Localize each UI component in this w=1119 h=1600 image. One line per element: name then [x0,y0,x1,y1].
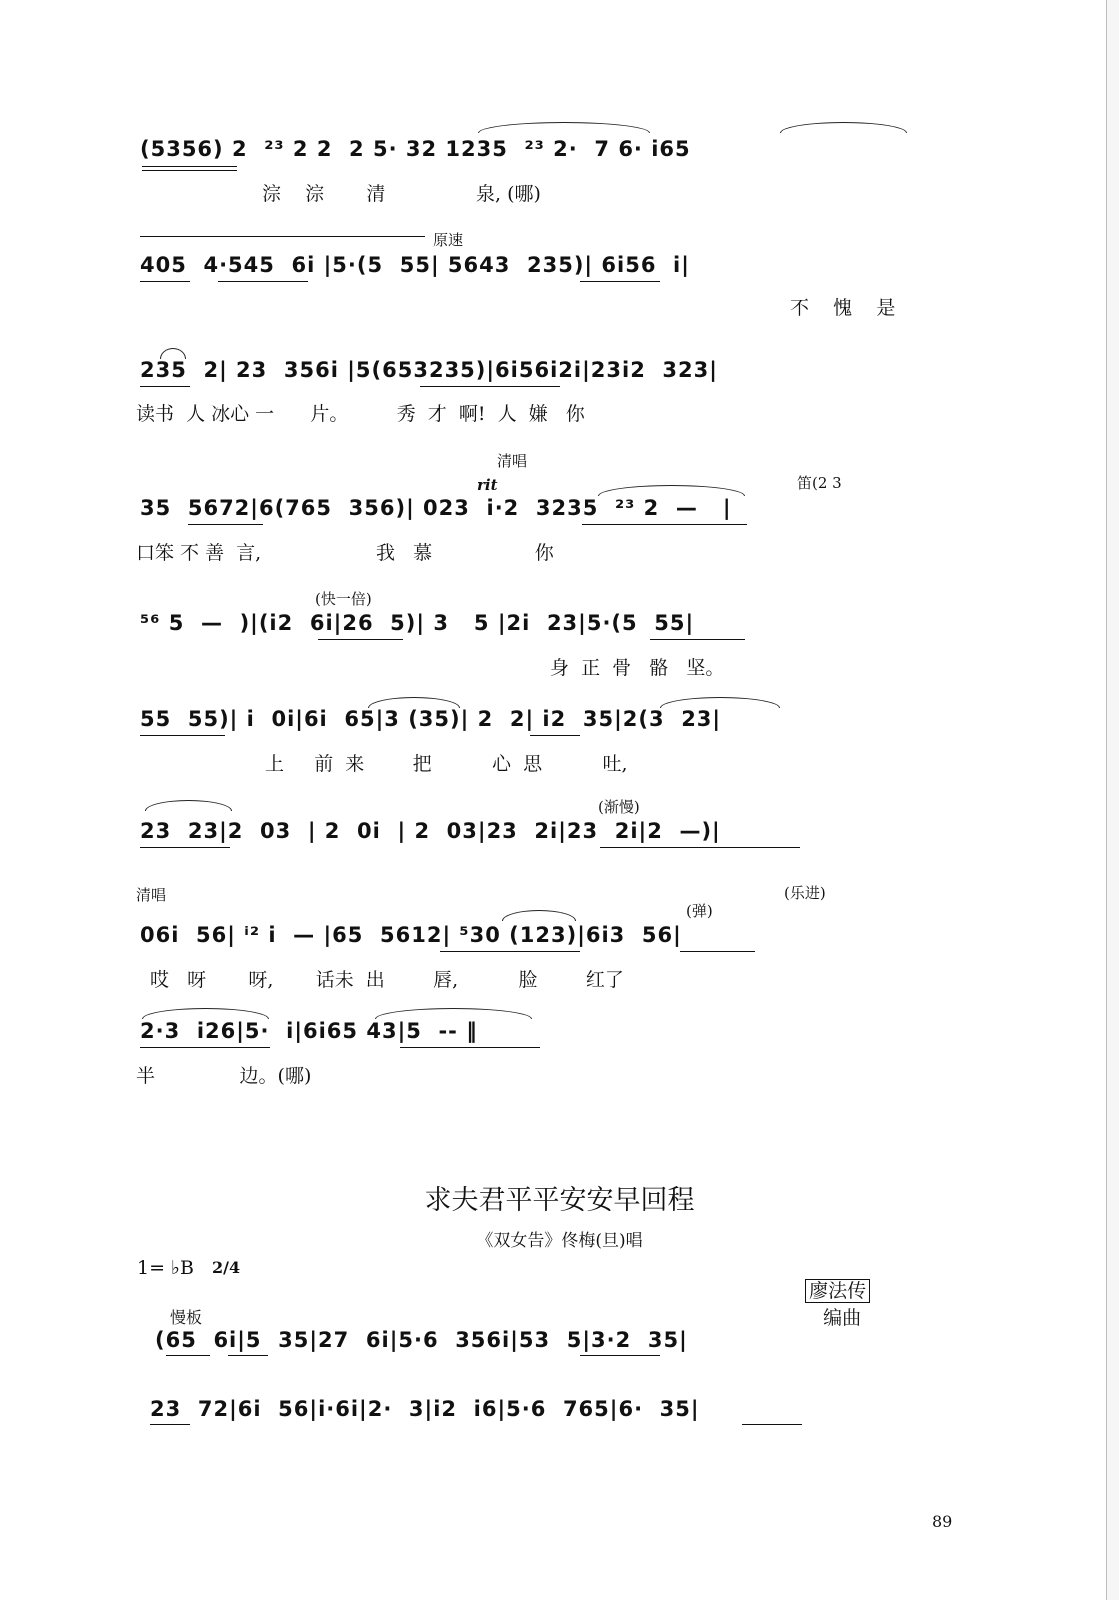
lyrics-line-9: 半 边。(哪) [136,1065,312,1087]
underline-mark [228,1355,268,1356]
underline-mark [440,951,580,952]
slur-mark [478,122,650,133]
underline-mark [400,1047,540,1048]
underline-mark [142,170,237,171]
underline-mark [166,1355,210,1356]
tempo-mark-original: 原速 [433,231,464,249]
underline-mark [188,524,263,525]
notes-line-1: (5356) 2 ²³ 2 2 2 5· 32 1235 ²³ 2· 7 6· i65 [140,137,691,161]
notes-line-9: 2·3 i26|5· i|6i65 43|5 -- ‖ [140,1019,478,1043]
underline-mark [600,847,800,848]
underline-mark [680,951,755,952]
rit-mark: rit [477,476,498,494]
lyrics-line-1: 淙 淙 清 泉, (哪) [262,183,541,205]
song-title: 求夫君平平安安早回程 [424,1185,695,1216]
lyrics-line-4: 口笨 不 善 言, 我 慕 你 [136,542,554,564]
underline-mark [650,639,745,640]
notes-line-5: ⁵⁶ 5 — )|(i2 6i|26 5)| 3 5 |2i 23|5·(5 55| [140,611,695,635]
lyrics-line-2: 不 愧 是 [790,297,896,319]
lyrics-line-5: 身 正 骨 骼 坚。 [550,657,725,679]
notes-line-2: 405 4·545 6i |5·(5 55| 5643 235)| 6i56 i| [140,253,690,277]
underline-mark [140,735,225,736]
page-number: 89 [932,1512,953,1531]
time-signature: 2/4 [212,1258,241,1277]
clear-sing-mark-1: 清唱 [497,452,528,470]
key-signature: 1= ♭B [137,1257,194,1279]
underline-mark [218,281,308,282]
underline-mark [530,735,580,736]
notes-line-6: 55 55)| i 0i|6i 65|3 (35)| 2 2| i2 35|2(3 23| [140,707,722,731]
underline-mark [142,166,237,167]
notes-line-7: 23 23|2 03 | 2 0i | 2 03|23 2i|23 2i|2 —)| [140,819,721,843]
clear-sing-mark-2: 清唱 [136,886,167,904]
slur-mark [160,348,186,359]
slur-mark [780,122,907,133]
tie-line [140,236,425,237]
underline-mark [580,1355,660,1356]
underline-mark [140,847,230,848]
arranger-role: 编曲 [823,1307,862,1329]
underline-mark [140,386,190,387]
underline-mark [742,1424,802,1425]
notes-line-4: 35 5672|6(765 356)| 023 i·2 3235 ²³ 2 — | [140,496,732,520]
pluck-mark: (弹) [686,902,713,920]
song-notes-line-2: 23 72|6i 56|i·6i|2· 3|i2 i6|5·6 765|6· 35| [150,1397,700,1421]
slur-mark [502,910,576,921]
underline-mark [582,524,747,525]
notes-line-8: 06i 56| ⁱ² i — |65 5612| ⁵30 (123)|6i3 56| [140,923,682,947]
underline-mark [150,1424,190,1425]
arranger-credit [793,1254,870,1330]
flute-mark: 笛(2 3 [797,474,842,492]
underline-mark [140,1047,270,1048]
tempo-slow: 慢板 [170,1308,203,1327]
underline-mark [420,386,560,387]
slur-mark [145,800,232,811]
underline-mark [580,281,660,282]
lyrics-line-3: 读书 人 冰心 一 片。 秀 才 啊! 人 嫌 你 [136,403,585,425]
lyrics-line-8: 哎 呀 呀, 话未 出 唇, 脸 红了 [150,969,624,991]
page-binding-edge [1106,0,1119,1600]
underline-mark [140,281,190,282]
underline-mark [318,639,403,640]
notes-line-3: 235 2| 23 356i |5(653235)|6i56i2i|23i2 323| [140,358,718,382]
song-subtitle: 《双女告》佟梅(旦)唱 [476,1231,643,1251]
song-notes-line-1: (65 6i|5 35|27 6i|5·6 356i|53 5|3·2 35| [155,1328,688,1352]
music-enters-mark: (乐进) [784,884,826,902]
tempo-mark-faster: (快一倍) [315,590,372,608]
lyrics-line-6: 上 前 来 把 心 思 吐, [265,753,628,775]
tempo-mark-gradual-slow: (渐慢) [598,798,640,816]
arranger-name: 廖法传 [805,1279,870,1303]
